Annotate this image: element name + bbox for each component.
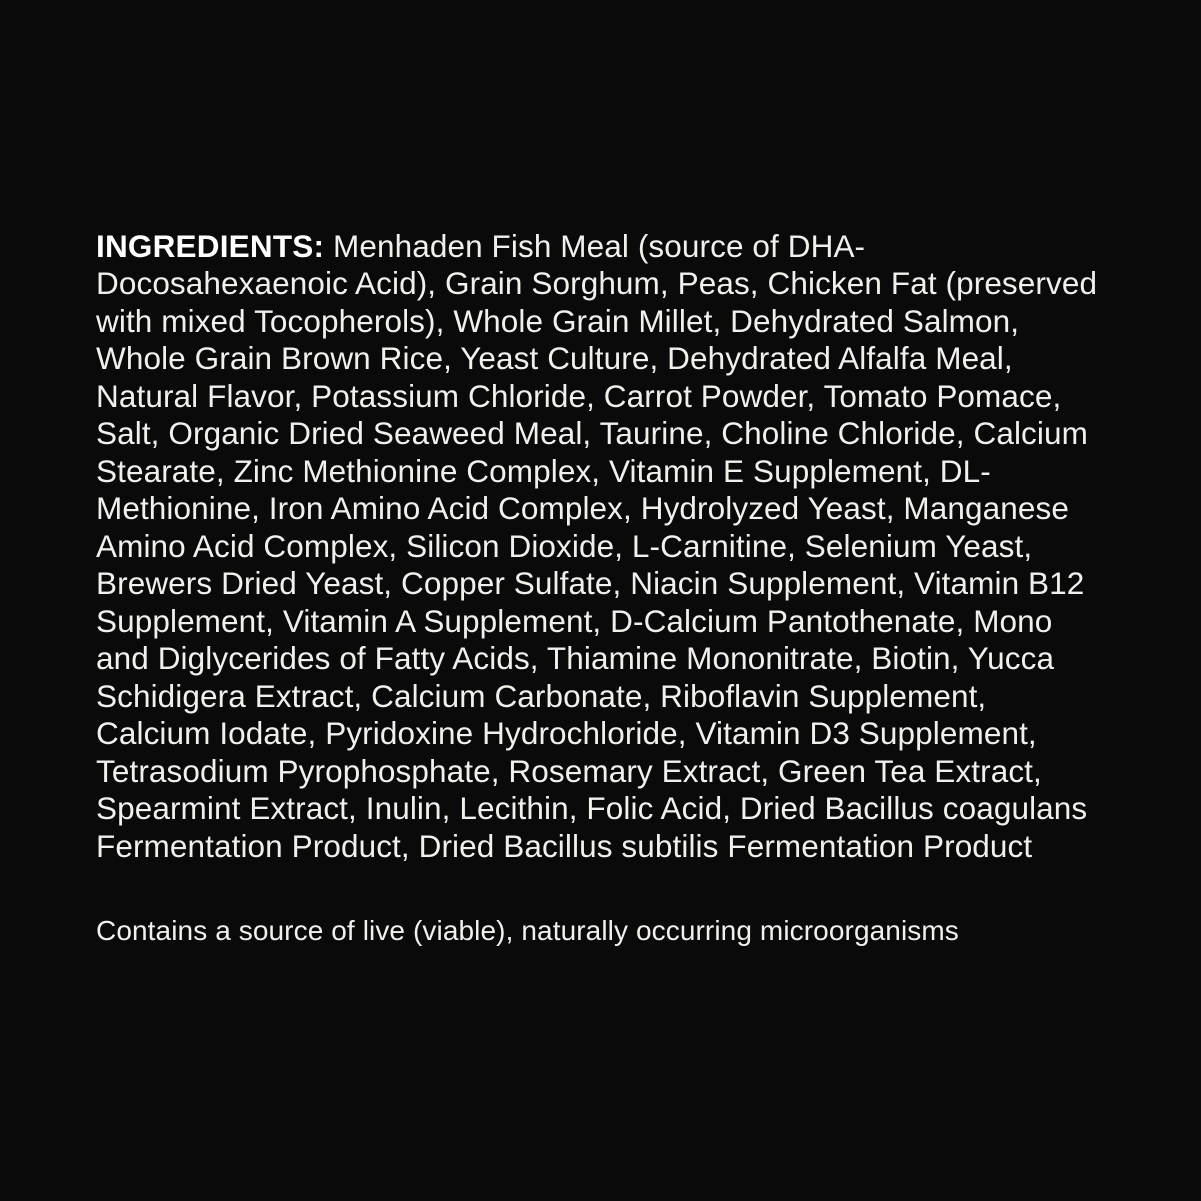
ingredients-paragraph <box>96 228 1106 866</box>
contains-live-microorganisms-note: Contains a source of live (viable), naturally occurring microorganisms <box>96 915 959 946</box>
label-content <box>96 196 1106 976</box>
ingredients-heading: INGREDIENTS: <box>96 227 325 264</box>
ingredients-list-text: Menhaden Fish Meal (source of DHA-Docosahexaenoic Acid), Grain Sorghum, Peas, Chicken Fat (preserved with mixed Tocopherols), Whole Grain Millet, Dehydrated Salmon, Whole Grain Brown Rice, Yeast Culture, Dehydrated Alfalfa Meal, Natural Flavor, Potassium Chloride, Carrot Powder, Tomato Pomace, Salt, Organic Dried Seaweed Meal, Taurine, Choline Chloride, Calcium Stearate, Zinc Methionine Complex, Vitamin E Supplement, DL-Methionine, Iron Amino Acid Complex, Hydrolyzed Yeast, Manganese Amino Acid Complex, Silicon Dioxide, L-Carnitine, Selenium Yeast, Brewers Dried Yeast, Copper Sulfate, Niacin Supplement, Vitamin B12 Supplement, Vitamin A Supplement, D-Calcium Pantothenate, Mono and Diglycerides of Fatty Acids, Thiamine Mononitrate, Biotin, Yucca Schidigera Extract, Calcium Carbonate, Riboflavin Supplement, Calcium Iodate, Pyridoxine Hydrochloride, Vitamin D3 Supplement, Tetrasodium Pyrophosphate, Rosemary Extract, Green Tea Extract, Spearmint Extract, Inulin, Lecithin, Folic Acid, Dried Bacillus coagulans Fermentation Product, Dried Bacillus subtilis Fermentation Product <box>96 227 1098 864</box>
